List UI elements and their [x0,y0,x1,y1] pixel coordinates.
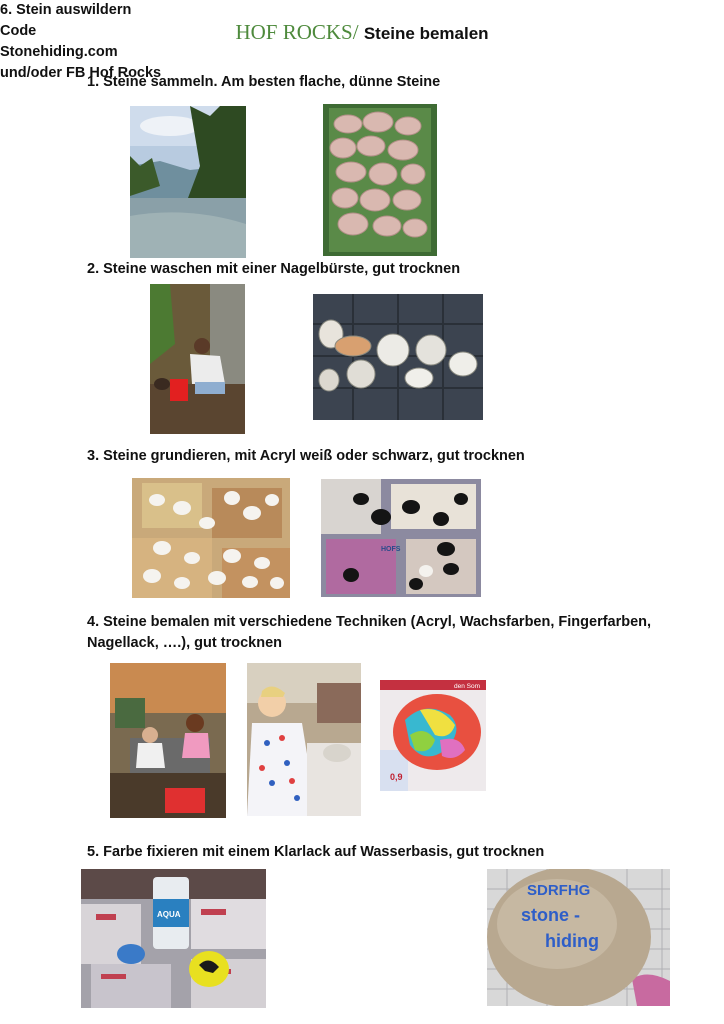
step-6-facebook: und/oder FB Hof Rocks [0,65,162,81]
rock-code-line: SDRFHG [527,882,591,899]
photo-children-painting-table [110,663,226,818]
step-6-heading: 6. Stein auswildern [0,2,132,18]
photo-stones-primed-black [321,479,481,597]
page-title [0,20,724,45]
photo-stones-primed-white [132,478,290,598]
photo-stones-drying [313,294,483,420]
photo-stonehiding-rock [487,869,670,1006]
step-5-heading: 5. Farbe fixieren mit einem Klarlack auf Wasserbasis, gut trocknen [87,844,545,860]
photo-child-washing-stones [150,284,245,434]
photo-river-landscape [130,106,246,258]
flyer-price: 0,9 [390,772,403,782]
rock-text-line-2: hiding [545,931,599,951]
photo-stones-basket [323,104,437,256]
step-3-heading: 3. Steine grundieren, mit Acryl weiß oder schwarz, gut trocknen [87,448,525,464]
step-6-website: Stonehiding.com [0,44,118,60]
step-1-heading: 1. Steine sammeln. Am besten flache, dünne Steine [87,74,441,90]
spray-brand: AQUA [157,910,181,919]
rock-text-line-1: stone - [521,905,581,925]
magazine-brand: HOFS [381,546,401,553]
photo-child-painting-rock [247,663,361,816]
step-4-heading: 4. Steine bemalen mit verschiedene Techniken (Acryl, Wachsfarben, Fingerfarben, Nagellack, ….), gut trocknen [87,614,652,651]
brand-title: HOF ROCKS/ [235,20,359,44]
page-subtitle: Steine bemalen [363,24,489,43]
photo-varnish-spray [81,869,266,1008]
photo-painted-rock-flyer [380,680,486,791]
flyer-heading: den Som [454,683,481,690]
step-2-heading: 2. Steine waschen mit einer Nagelbürste, gut trocknen [87,261,461,277]
step-6-code-label: Code [0,23,37,39]
